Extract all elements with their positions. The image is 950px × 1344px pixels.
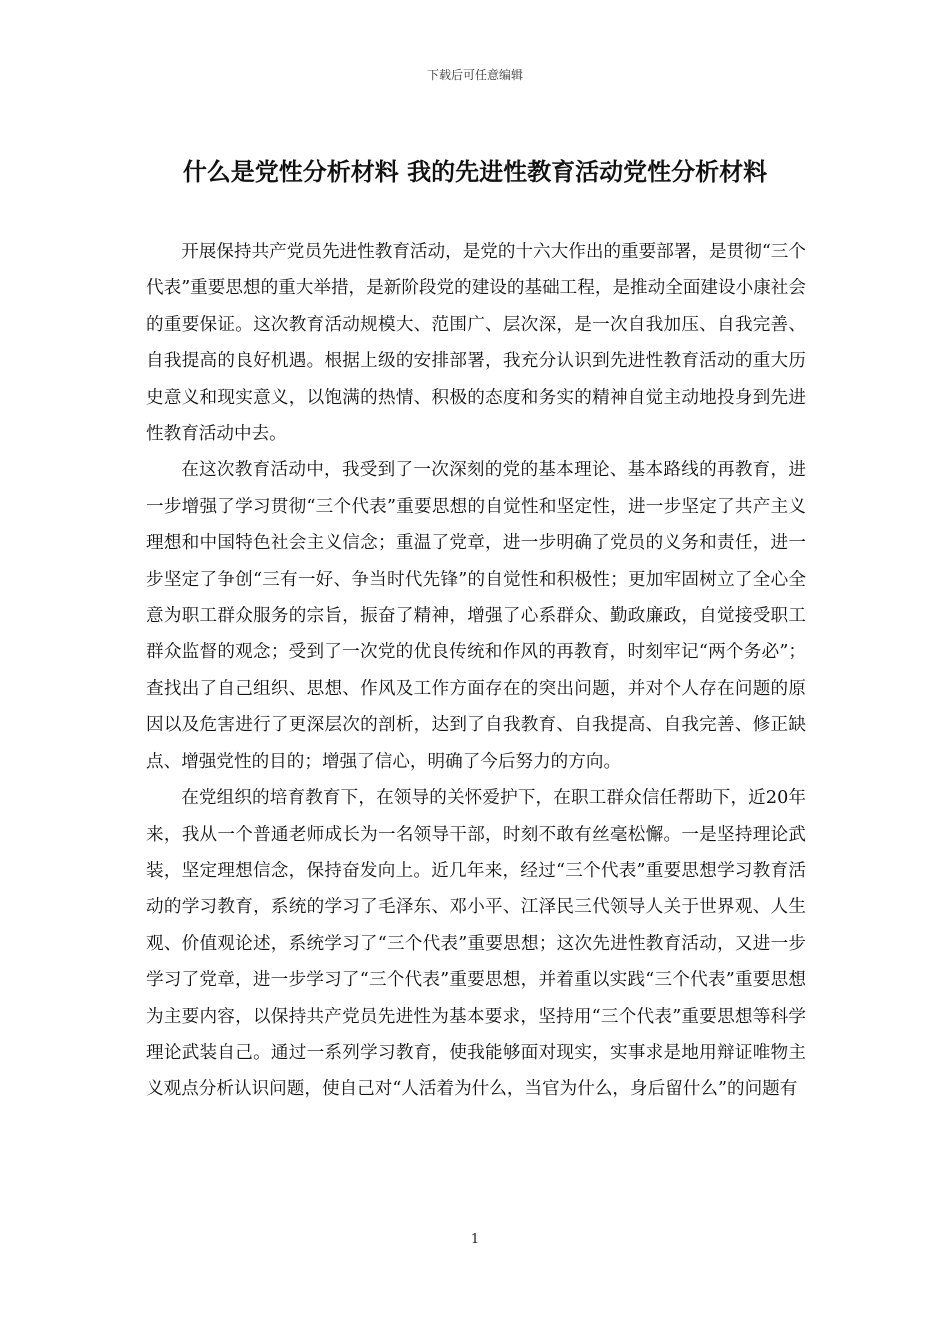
paragraph-2: 在这次教育活动中，我受到了一次深刻的党的基本理论、基本路线的再教育，进一步增强了学习贯彻“三个代表”重要思想的自觉性和坚定性，进一步坚定了共产主义理想和中国特色社会主义信念；重温了党章，进一步明确了党员的义务和责任，进一步坚定了争创“三有一好、争当时代先锋”的自觉性和积极性；更加牢固树立了全心全意为职工群众服务的宗旨，振奋了精神，增强了心系群众、勤政廉政，自觉接受职工群众监督的观念；受到了一次党的优良传统和作风的再教育，时刻牢记“两个务必”；查找出了自己组织、思想、作风及工作方面存在的突出问题，并对个人存在问题的原因以及危害进行了更深层次的剖析，达到了自我教育、自我提高、自我完善、修正缺点、增强党性的目的；增强了信心，明确了今后努力的方向。 [146, 460, 806, 772]
paragraph-3: 在党组织的培育教育下，在领导的关怀爱护下，在职工群众信任帮助下，近20年来，我从一个普通老师成长为一名领导干部，时刻不敢有丝毫松懈。一是坚持理论武装，坚定理想信念，保持奋发向上。近几年来，经过“三个代表”重要思想学习教育活动的学习教育，系统的学习了毛泽东、邓小平、江泽民三代领导人关于世界观、人生观、价值观论述，系统学习了“三个代表”重要思想；这次先进性教育活动，又进一步学习了党章，进一步学习了“三个代表”重要思想，并着重以实践“三个代表”重要思想为主要内容，以保持共产党员先进性为基本要求，坚持用“三个代表”重要思想等科学理论武装自己。通过一系列学习教育，使我能够面对现实，实事求是地用辩证唯物主义观点分析认识问题，使自己对“人活着为什么，当官为什么，身后留什么”的问题有 [146, 788, 806, 1100]
document-title: 什么是党性分析材料 我的先进性教育活动党性分析材料 [182, 158, 768, 186]
paragraph-1: 开展保持共产党员先进性教育活动，是党的十六大作出的重要部署，是贯彻“三个代表”重要思想的重大举措，是新阶段党的建设的基础工程，是推动全面建设小康社会的重要保证。这次教育活动规模大、范围广、层次深，是一次自我加压、自我完善、自我提高的良好机遇。根据上级的安排部署，我充分认识到先进性教育活动的重大历史意义和现实意义，以饱满的热情、积极的态度和务实的精神自觉主动地投身到先进性教育活动中去。 [146, 242, 806, 445]
document-body [146, 234, 806, 1108]
page-number: 1 [470, 1232, 480, 1247]
page-header-note: 下载后可任意编辑 [426, 68, 523, 82]
